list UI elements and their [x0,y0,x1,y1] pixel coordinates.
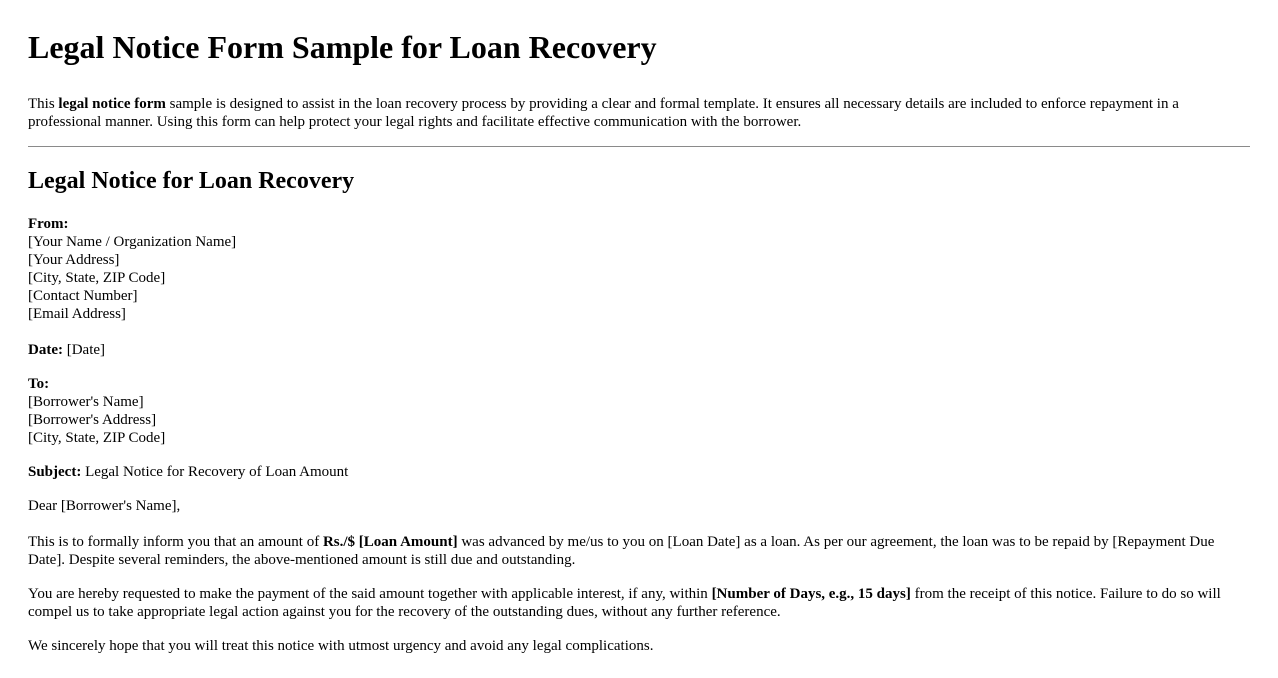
from-line-email: [Email Address] [28,306,126,322]
section-divider [28,146,1250,147]
to-line-city: [City, State, ZIP Code] [28,430,166,446]
notice-heading: Legal Notice for Loan Recovery [28,168,355,194]
page-title: Legal Notice Form Sample for Loan Recovery [28,29,657,65]
body-paragraph-2 [28,585,1250,621]
subject-value: Legal Notice for Recovery of Loan Amount [81,464,349,480]
intro-prefix: This [28,96,59,112]
to-line-address: [Borrower's Address] [28,412,157,428]
intro-paragraph [28,95,1250,131]
intro-suffix: sample is designed to assist in the loan recovery process by providing a clear and formal template. It ensures all necessary details are included to enforce repayment in a professional manner. Using this form can help protect your legal rights and facilitate effective communication with the borrower. [28,96,1179,130]
intro-bold-term: legal notice form [58,96,166,112]
salutation: Dear [Borrower's Name], [28,498,181,514]
body-paragraph-3: We sincerely hope that you will treat this notice with utmost urgency and avoid any legal complications. [28,638,654,654]
to-block [28,375,1250,447]
document-page [0,28,1278,655]
p1-loan-amount: Rs./$ [Loan Amount] [322,534,458,550]
from-line-contact: [Contact Number] [28,288,138,304]
from-label: From: [28,216,69,232]
p2-days: [Number of Days, e.g., 15 days] [711,586,911,602]
from-line-city: [City, State, ZIP Code] [28,270,166,286]
from-line-name: [Your Name / Organization Name] [28,234,237,250]
subject-line [28,463,1250,481]
date-label: Date: [28,342,63,358]
p1-suffix: was advanced by me/us to you on [Loan Date] as a loan. As per our agreement, the loan was to be repaid by [Repayment Due Date]. Despite several reminders, the above-mentioned amount is still due and outstanding. [28,534,1215,568]
p1-prefix: This is to formally inform you that an amount of [28,534,323,550]
subject-label: Subject: [28,464,82,480]
from-block [28,215,1250,323]
to-line-name: [Borrower's Name] [28,394,144,410]
p2-suffix: from the receipt of this notice. Failure to do so will compel us to take appropriate legal action against you for the recovery of the outstanding dues, without any further reference. [28,586,1221,620]
date-line [28,341,1250,359]
to-label: To: [28,376,50,392]
from-line-address: [Your Address] [28,252,120,268]
p2-prefix: You are hereby requested to make the payment of the said amount together with applicable interest, if any, within [28,586,712,602]
date-value: [Date] [62,342,106,358]
body-paragraph-1 [28,533,1250,569]
